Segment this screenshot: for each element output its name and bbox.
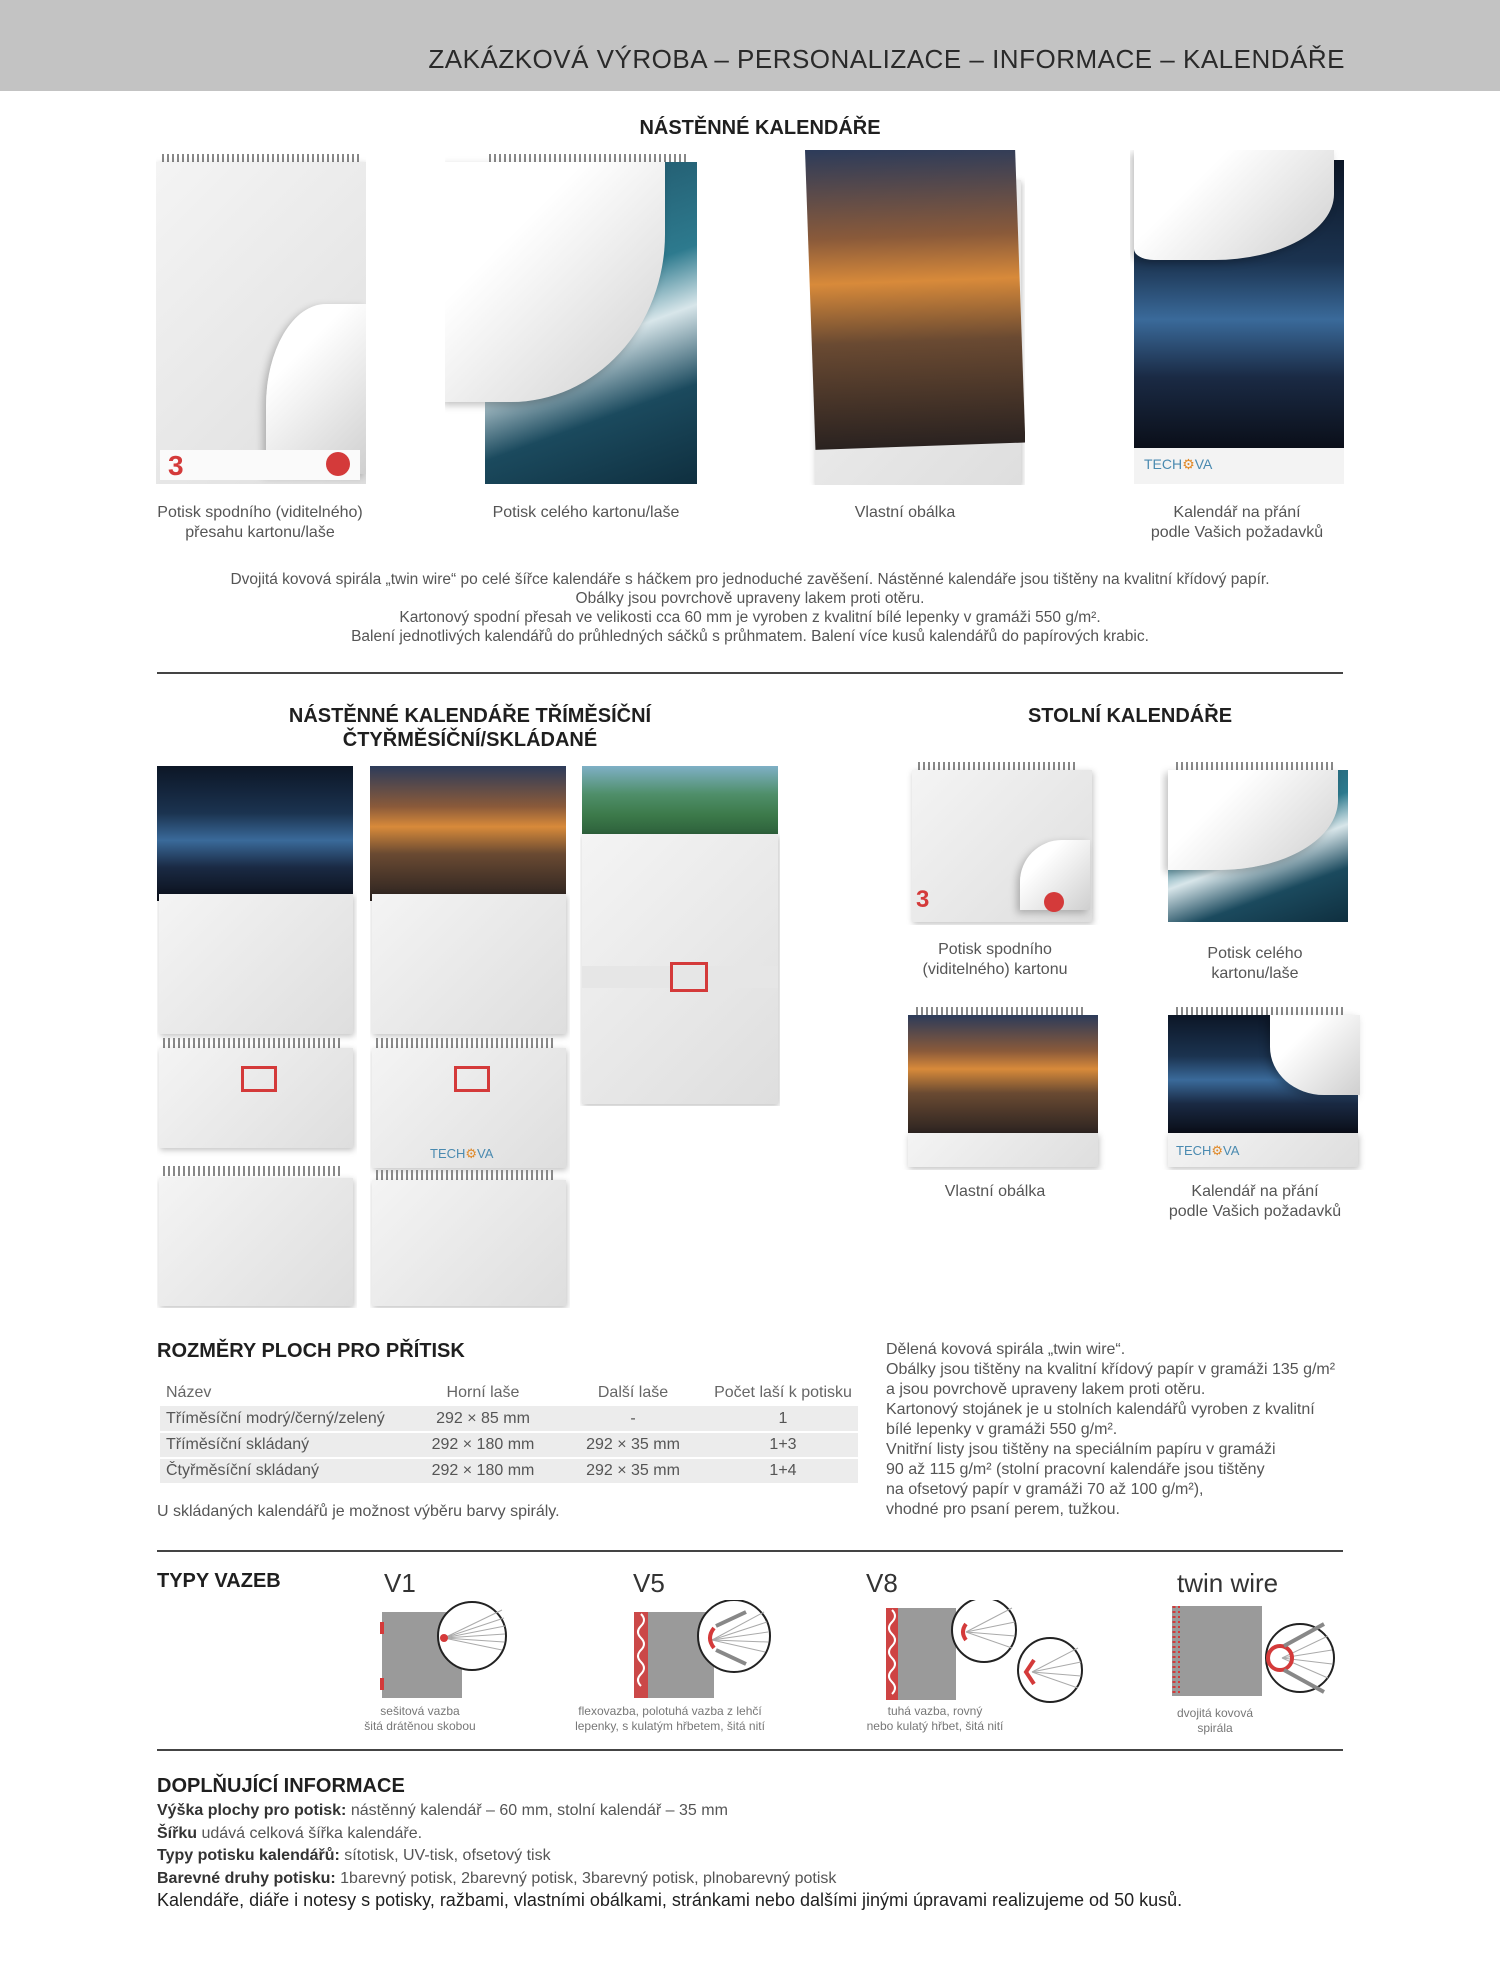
- additional-info-title: DOPLŇUJÍCÍ INFORMACE: [157, 1775, 405, 1797]
- binding-v8-diagram: [862, 1600, 1112, 1708]
- desk-calendar-bottom-print-image: [900, 760, 1110, 925]
- binding-v1-label: V1: [384, 1568, 416, 1598]
- caption-full-print: Potisk celého kartonu/laše: [492, 504, 680, 521]
- binding-v8-label: V8: [866, 1568, 898, 1598]
- desk-caption-custom: Kalendář na přání podle Vašich požadavků: [1168, 1183, 1342, 1220]
- multi-month-title: NÁSTĚNNÉ KALENDÁŘE TŘÍMĚSÍČNÍ ČTYŘMĚSÍČNÍ/SKLÁDANÉ: [288, 705, 652, 751]
- spiral-color-note: U skládaných kalendářů je možnost výběru barvy spirály.: [157, 1503, 560, 1520]
- binding-twin-wire-desc: dvojitá kovová spirála: [1176, 1706, 1254, 1735]
- binding-v5-label: V5: [633, 1568, 665, 1598]
- caption-custom: Kalendář na přání podle Vašich požadavků: [1150, 504, 1324, 541]
- desk-calendar-custom-image: TECH⚙VA: [1160, 1005, 1370, 1170]
- wall-calendar-own-cover-image: [805, 150, 1025, 485]
- binding-v8-desc: tuhá vazba, rovný nebo kulatý hřbet, šitá nití: [866, 1704, 1004, 1733]
- minimum-order-note: Kalendáře, diáře i notesy s potisky, ražbami, vlastními obálkami, stránkami nebo dalšími jinými úpravami realizujeme od 50 kusů.: [157, 1890, 1183, 1910]
- three-month-calendar-image-2: TECH⚙VA: [370, 766, 570, 1308]
- binding-v5-desc: flexovazba, polotuhá vazba z lehčí lepenky, s kulatým hřbetem, šitá nití: [575, 1704, 765, 1733]
- divider: [157, 1550, 1343, 1552]
- desk-caption-bottom-print: Potisk spodního (viditelného) kartonu: [922, 941, 1068, 978]
- dimensions-table: [160, 1380, 858, 1485]
- binding-types-title: TYPY VAZEB: [157, 1570, 281, 1592]
- wall-calendar-full-print-image: [445, 154, 697, 484]
- desk-calendar-own-cover-image: [900, 1005, 1110, 1170]
- table-row: Čtyřměsíční skládaný 292 × 180 mm 292 × 35 mm 1+4: [160, 1458, 858, 1484]
- table-row: Tříměsíční skládaný 292 × 180 mm 292 × 35 mm 1+3: [160, 1432, 858, 1458]
- desk-caption-own-cover: Vlastní obálka: [944, 1183, 1046, 1200]
- desk-calendars-title: STOLNÍ KALENDÁŘE: [1027, 705, 1233, 727]
- binding-twin-wire-label: twin wire: [1177, 1568, 1279, 1598]
- info-line: Barevné druhy potisku: 1barevný potisk, 2barevný potisk, 3barevný potisk, plnobarevný potisk: [157, 1869, 837, 1887]
- wall-calendars-title: NÁSTĚNNÉ KALENDÁŘE: [639, 117, 881, 139]
- dimensions-title: ROZMĚRY PLOCH PRO PŘÍTISK: [157, 1340, 465, 1362]
- table-header: Název Horní laše Další laše Počet laší k potisku: [166, 1384, 852, 1401]
- info-line: Výška plochy pro potisk: nástěnný kalendář – 60 mm, stolní kalendář – 35 mm: [157, 1802, 728, 1819]
- wall-calendars-description: Dvojitá kovová spirála „twin wire“ po celé šířce kalendáře s háčkem pro jednoduché zavěšení. Nástěnné kalendáře jsou tištěny na kvalitní křídový papír. Obálky jsou povrchově upraveny lakem proti otěru. Kartonový spodní přesah ve velikosti cca 60 mm je vyroben z kvalitní bílé lepenky v gramáži 550 g/m². Balení jednotlivých kalendářů do průhledných sáčků s průhmatem. Balení více kusů kalendářů do papírových krabic.: [230, 571, 1270, 645]
- divider: [157, 672, 1343, 674]
- desk-caption-full-print: Potisk celého kartonu/laše: [1207, 945, 1303, 982]
- additional-info-list: [157, 1800, 1357, 1890]
- binding-v5-diagram: [628, 1600, 788, 1700]
- wall-calendar-custom-image: TECH⚙VA: [1130, 150, 1380, 485]
- desk-calendar-full-print-image: [1160, 760, 1360, 925]
- three-month-calendar-image-1: [157, 766, 357, 1308]
- binding-v1-desc: sešitová vazba šitá drátěnou skobou: [364, 1704, 476, 1733]
- wall-calendar-bottom-print-image: [156, 154, 366, 484]
- techova-logo-left: TECH: [1144, 456, 1183, 472]
- divider: [157, 1749, 1343, 1751]
- info-line: Typy potisku kalendářů: sítotisk, UV-tisk, ofsetový tisk: [157, 1847, 551, 1864]
- techova-logo-right: VA: [1194, 456, 1213, 472]
- caption-own-cover: Vlastní obálka: [854, 504, 956, 521]
- table-row: Tříměsíční modrý/černý/zelený 292 × 85 mm - 1: [160, 1406, 858, 1432]
- brand-3-logo: 3: [916, 886, 930, 913]
- page-header-title: ZAKÁZKOVÁ VÝROBA – PERSONALIZACE – INFORMACE – KALENDÁŘE: [428, 44, 1345, 74]
- caption-bottom-print: Potisk spodního (viditelného) přesahu kartonu/laše: [157, 504, 363, 541]
- brand-3-logo: 3: [168, 450, 184, 481]
- materials-description: Dělená kovová spirála „twin wire“. Obálky jsou tištěny na kvalitní křídový papír v gramáži 135 g/m² a jsou povrchově upraveny lakem proti otěru. Kartonový stojánek je u stolních kalendářů vyroben z kvalitní bílé lepenky v gramáži 550 g/m². Vnitřní listy jsou tištěny na speciálním papíru v gramáži 90 až 115 g/m² (stolní pracovní kalendáře jsou tištěny na ofsetový papír v gramáži 70 až 100 g/m²), vhodné pro psaní perem, tužkou.: [886, 1341, 1336, 1518]
- binding-v1-diagram: [378, 1600, 518, 1700]
- binding-twin-wire-diagram: [1166, 1600, 1346, 1700]
- info-line: Šířku udává celková šířka kalendáře.: [157, 1824, 423, 1842]
- folded-calendar-image: [580, 766, 780, 1106]
